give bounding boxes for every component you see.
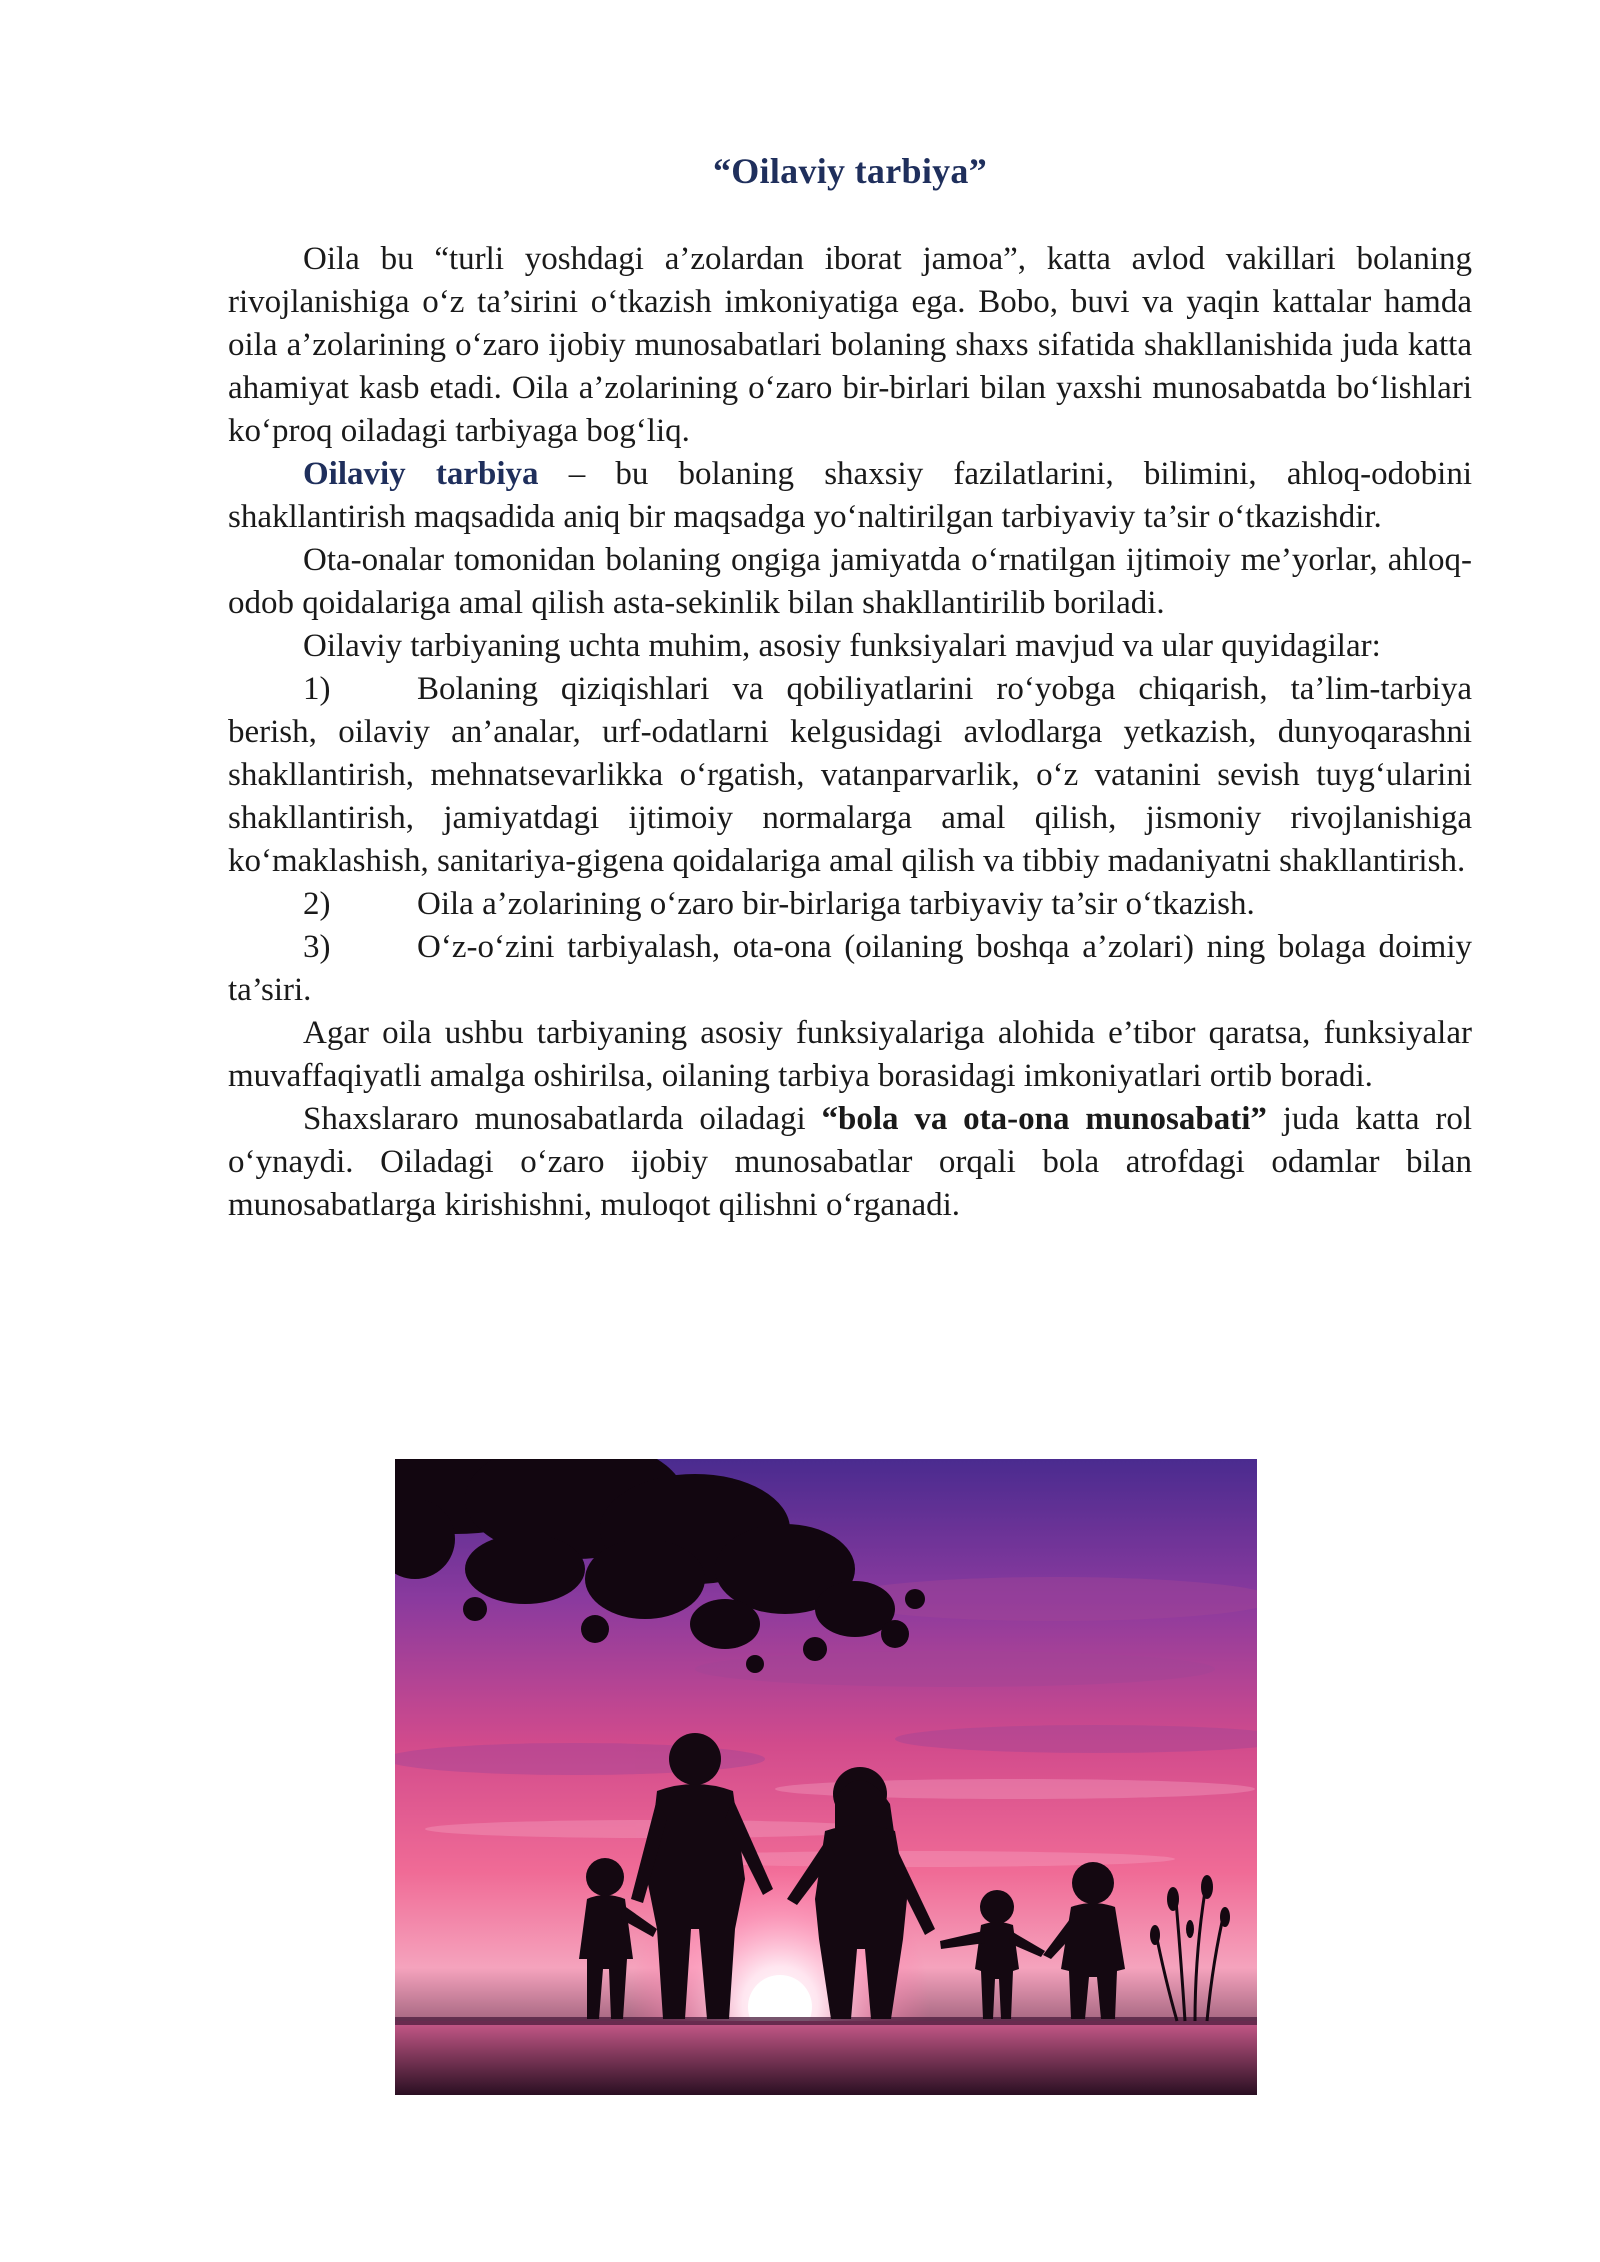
family-sunset-illustration bbox=[395, 1459, 1257, 2095]
list-item-text: Oila a’zolarining o‘zaro bir-birlariga tarbiyaviy ta’sir o‘tkazish. bbox=[417, 886, 1255, 922]
paragraph-family-definition: Oila bu “turli yoshdagi a’zolardan iborat jamoa”, katta avlod vakillari bolaning rivojlanishiga o‘z ta’sirini o‘tkazish imkoniyatiga ega. Bobo, buvi va yaqin kattalar hamda oila a’zolarining o‘zaro ijobiy munosabatlari bolaning shaxs sifatida shakllanishida juda katta ahamiyat kasb etadi. Oila a’zolarining o‘zaro bir-birlari bilan yaxshi munosabatda bo‘lishlari ko‘proq oiladagi tarbiyaga bog‘liq. bbox=[228, 241, 1472, 449]
list-item-2 bbox=[228, 883, 1472, 926]
list-item-text: Bolaning qiziqishlari va qobiliyatlarini ro‘yobga chiqarish, ta’lim-tarbiya berish, oilaviy an’analar, urf-odatlarni kelgusidagi avlodlarga yetkazish, dunyoqarashni shakllantirish, mehnatsevarlikka o‘rgatish, vatanparvarlik, o‘z vatanini sevish tuyg‘ularini shakllantirish, jamiyatdagi ijtimoiy normalarga amal qilish, jismoniy rivojlanishiga ko‘maklashish, sanitariya-gigena qoidalariga amal qilish va tibbiy madaniyatni shakllantirish. bbox=[228, 671, 1472, 879]
relations-text-start: Shaxslararo munosabatlarda oiladagi bbox=[303, 1101, 822, 1137]
list-number: 2) bbox=[303, 886, 331, 922]
term-oilaviy-tarbiya: Oilaviy tarbiya bbox=[303, 456, 539, 492]
list-number: 1) bbox=[303, 671, 331, 707]
paragraph-functions-intro: Oilaviy tarbiyaning uchta muhim, asosiy funksiyalari mavjud va ular quyidagilar: bbox=[303, 628, 1381, 664]
paragraph-family-upbringing-definition bbox=[228, 453, 1472, 539]
paragraph-parents-role: Ota-onalar tomonidan bolaning ongiga jamiyatda o‘rnatilgan ijtimoiy me’yorlar, ahloq-odob qoidalariga amal qilish asta-sekinlik bilan shakllantirilib boriladi. bbox=[228, 542, 1472, 621]
list-item-1 bbox=[228, 668, 1472, 883]
paragraph-interpersonal-relations bbox=[228, 1098, 1472, 1227]
term-definition-text: – bu bolaning shaxsiy fazilatlarini, bilimini, ahloq-odobini shakllantirish maqsadida aniq bir maqsadga yo‘naltirilgan tarbiyaviy ta’sir o‘tkazishdir. bbox=[228, 456, 1472, 535]
page-title: “Oilaviy tarbiya” bbox=[712, 151, 988, 191]
list-number: 3) bbox=[303, 929, 331, 965]
relations-key-phrase: “bola va ota-ona munosabati” bbox=[821, 1101, 1267, 1137]
document-body bbox=[228, 238, 1472, 1227]
list-item-3 bbox=[228, 926, 1472, 1012]
paragraph-functions-outcome: Agar oila ushbu tarbiyaning asosiy funksiyalariga alohida e’tibor qaratsa, funksiyalar muvaffaqiyatli amalga oshirilsa, oilaning tarbiya borasidagi imkoniyatlari ortib boradi. bbox=[228, 1015, 1472, 1094]
relations-text-end: juda katta rol o‘ynaydi. Oiladagi o‘zaro ijobiy munosabatlar orqali bola atrofdagi odamlar bilan munosabatlarga kirishishni, muloqot qilishni o‘rganadi. bbox=[228, 1101, 1472, 1223]
list-item-text: O‘z-o‘zini tarbiyalash, ota-ona (oilaning boshqa a’zolari) ning bolaga doimiy ta’siri. bbox=[228, 929, 1472, 1008]
